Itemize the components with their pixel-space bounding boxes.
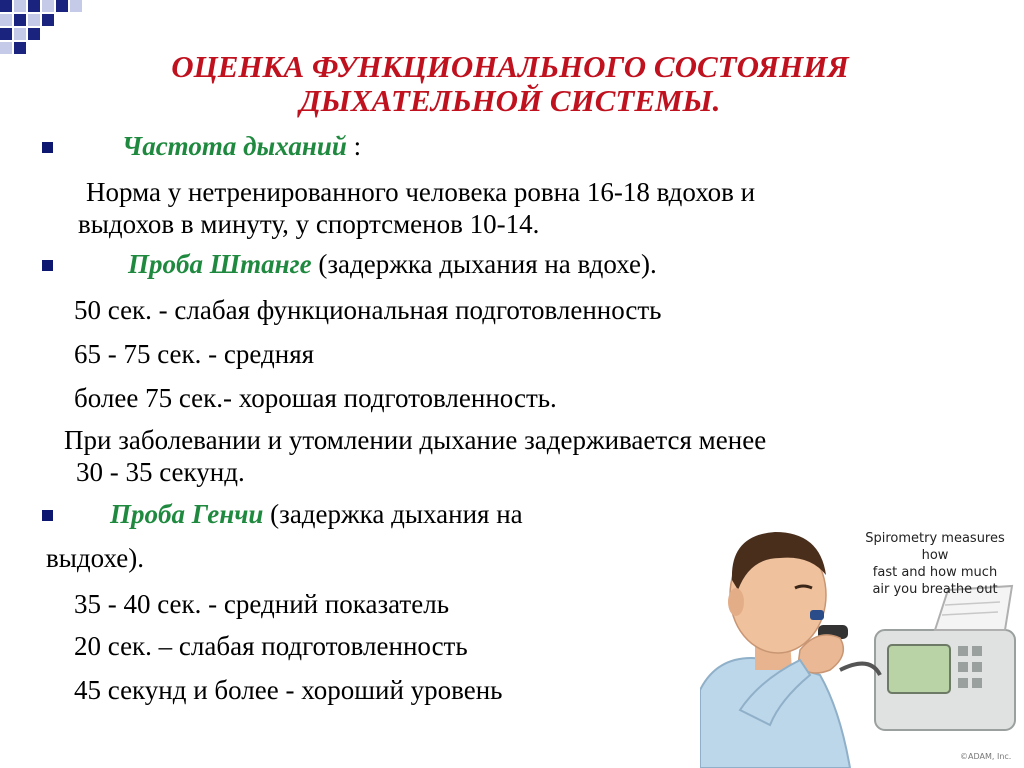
section-1-heading-row	[122, 130, 361, 162]
deco-square	[28, 14, 40, 26]
deco-square	[28, 0, 40, 12]
section-1-heading-suffix: :	[346, 131, 362, 161]
section-3-heading: Проба Генчи	[110, 499, 264, 529]
section-1-heading: Частота дыханий	[122, 131, 347, 161]
deco-square	[14, 42, 26, 54]
image-credit: ©ADAM, Inc.	[960, 752, 1012, 761]
caption-line-3: air you breathe out	[872, 582, 998, 597]
deco-square	[42, 0, 54, 12]
deco-square	[0, 14, 12, 26]
slide-title	[120, 50, 900, 118]
man-figure	[700, 532, 850, 768]
section-2-item: 65 - 75 сек. - средняя	[74, 339, 315, 369]
spirometer-device-icon	[875, 586, 1015, 730]
deco-square	[28, 28, 40, 40]
section-2-heading-suffix: (задержка дыхания на вдохе).	[311, 249, 657, 279]
deco-square	[14, 0, 26, 12]
bullet-square	[42, 510, 53, 521]
section-2-note-line-2: 30 - 35 секунд.	[76, 457, 245, 487]
deco-square	[56, 0, 68, 12]
section-2-heading-row	[128, 248, 657, 280]
bullet-square	[42, 142, 53, 153]
corner-decoration	[0, 0, 90, 60]
section-3-heading-row	[110, 498, 523, 530]
caption-line-1: Spirometry measures how	[865, 531, 1005, 563]
section-1-text-line-2: выдохов в минуту, у спортсменов 10-14.	[78, 209, 540, 239]
section-3-heading-continuation: выдохе).	[46, 543, 145, 573]
section-3-heading-suffix: (задержка дыхания на	[263, 499, 523, 529]
deco-square	[14, 28, 26, 40]
deco-square	[0, 0, 12, 12]
section-3-item: 35 - 40 сек. - средний показатель	[74, 589, 450, 619]
section-1-text-line-1: Норма у нетренированного человека ровна 16-18 вдохов и	[86, 177, 756, 207]
deco-square	[0, 42, 12, 54]
bullet-square	[42, 260, 53, 271]
deco-square	[70, 0, 82, 12]
title-line-1: ОЦЕНКА ФУНКЦИОНАЛЬНОГО СОСТОЯНИЯ	[171, 49, 849, 84]
section-2-item: 50 сек. - слабая функциональная подготовленность	[74, 295, 662, 325]
title-line-2: ДЫХАТЕЛЬНОЙ СИСТЕМЫ.	[299, 83, 721, 118]
section-2-note-line-1: При заболевании и утомлении дыхание задерживается менее	[64, 425, 767, 455]
deco-square	[0, 28, 12, 40]
section-3-item: 45 секунд и более - хороший уровень	[74, 675, 503, 705]
section-2-item: более 75 сек.- хорошая подготовленность.	[74, 383, 557, 413]
caption-line-2: fast and how much	[872, 565, 998, 580]
illustration-caption	[850, 530, 1020, 598]
section-3-item: 20 сек. – слабая подготовленность	[74, 631, 468, 661]
deco-square	[42, 14, 54, 26]
deco-square	[14, 14, 26, 26]
section-2-heading: Проба Штанге	[128, 249, 312, 279]
